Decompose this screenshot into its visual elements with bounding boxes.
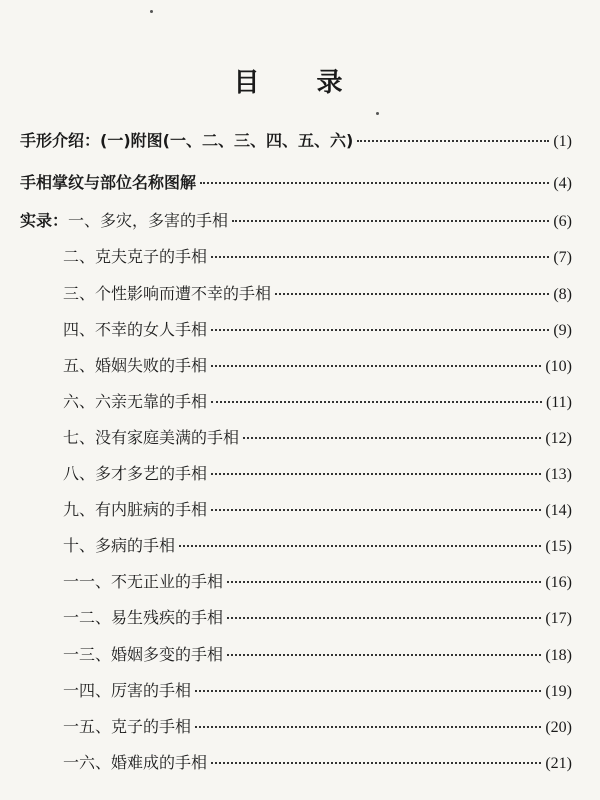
toc-page-number: (20)	[545, 719, 572, 736]
toc-entry-label: 四、不幸的女人手相	[63, 320, 208, 339]
toc-entry-label: 一六、婚难成的手相	[63, 753, 208, 772]
toc-entry[interactable]	[20, 170, 572, 194]
dot-leader	[211, 401, 542, 403]
toc-entry[interactable]	[63, 497, 572, 521]
toc-page-number: (8)	[553, 286, 572, 303]
toc-page-number: (7)	[553, 249, 572, 266]
toc-entry-label: 一四、厉害的手相	[63, 681, 192, 700]
toc-entry-label: 八、多才多艺的手相	[63, 464, 208, 483]
toc-entry[interactable]	[63, 642, 572, 666]
dot-leader	[211, 762, 541, 764]
toc-entry[interactable]	[63, 317, 572, 341]
dot-leader	[232, 220, 549, 222]
dot-leader	[211, 473, 541, 475]
toc-entry[interactable]	[20, 128, 572, 152]
dot-leader	[227, 654, 541, 656]
toc-entry-text: 一、多灾，多害的手相	[68, 211, 229, 230]
toc-page-number: (16)	[545, 574, 572, 591]
dot-leader	[243, 437, 541, 439]
dot-leader	[195, 690, 541, 692]
toc-entry[interactable]	[63, 425, 572, 449]
dot-leader	[211, 256, 549, 258]
toc-entry[interactable]	[63, 533, 572, 557]
toc-page-number: (4)	[553, 175, 572, 192]
toc-entry[interactable]	[63, 569, 572, 593]
toc-page-number: (19)	[545, 683, 572, 700]
toc-entry[interactable]	[63, 244, 572, 268]
toc-entry-label: 二、克夫克子的手相	[63, 247, 208, 266]
toc-entry-label: 九、有内脏病的手相	[63, 500, 208, 519]
dot-leader	[179, 545, 541, 547]
toc-title: 目 录	[233, 68, 367, 98]
dot-leader	[275, 293, 549, 295]
toc-entry-label: 三、个性影响而遭不幸的手相	[63, 284, 272, 303]
toc-entry[interactable]	[63, 750, 572, 774]
toc-entry[interactable]	[63, 281, 572, 305]
toc-entry-label: 十、多病的手相	[63, 536, 176, 555]
dot-leader	[211, 329, 549, 331]
toc-page-number: (1)	[553, 133, 572, 150]
toc-page-number: (15)	[545, 538, 572, 555]
toc-entry[interactable]	[63, 461, 572, 485]
toc-page-number: (14)	[545, 502, 572, 519]
toc-entry-label: 六、六亲无靠的手相	[63, 392, 208, 411]
toc-entry-label: 一一、不无正业的手相	[63, 572, 224, 591]
toc-entry-label: 一三、婚姻多变的手相	[63, 645, 224, 664]
dot-leader	[211, 365, 541, 367]
toc-page-number: (12)	[545, 430, 572, 447]
toc-page-number: (17)	[545, 610, 572, 627]
scan-speck	[150, 10, 153, 13]
toc-entry[interactable]	[63, 714, 572, 738]
toc-page-number: (13)	[545, 466, 572, 483]
toc-entry[interactable]	[63, 605, 572, 629]
toc-page-number: (9)	[553, 322, 572, 339]
toc-page-number: (11)	[545, 394, 572, 411]
dot-leader	[227, 617, 541, 619]
dot-leader	[227, 581, 541, 583]
dot-leader	[200, 182, 549, 184]
dot-leader	[195, 726, 541, 728]
section-prefix: 实录：	[20, 211, 69, 230]
toc-entry[interactable]	[63, 678, 572, 702]
toc-entry-label: 手形介绍：(一)附图(一、二、三、四、五、六)	[20, 131, 354, 150]
toc-entry-label: 一二、易生残疾的手相	[63, 608, 224, 627]
toc-entry[interactable]	[63, 353, 572, 377]
toc-page-number: (21)	[545, 755, 572, 772]
toc-entry-label	[20, 208, 228, 231]
toc-page-number: (10)	[545, 358, 572, 375]
toc-entry[interactable]	[20, 208, 572, 232]
toc-entry-label: 手相掌纹与部位名称图解	[20, 173, 197, 192]
toc-entry-label: 五、婚姻失败的手相	[63, 356, 208, 375]
toc-entry[interactable]	[63, 389, 572, 413]
dot-leader	[211, 509, 541, 511]
toc-page-number: (6)	[553, 213, 572, 230]
toc-entry-label: 一五、克子的手相	[63, 717, 192, 736]
dot-leader	[357, 140, 549, 142]
scan-speck	[376, 112, 379, 115]
toc-entry-label: 七、没有家庭美满的手相	[63, 428, 240, 447]
toc-page-number: (18)	[545, 647, 572, 664]
